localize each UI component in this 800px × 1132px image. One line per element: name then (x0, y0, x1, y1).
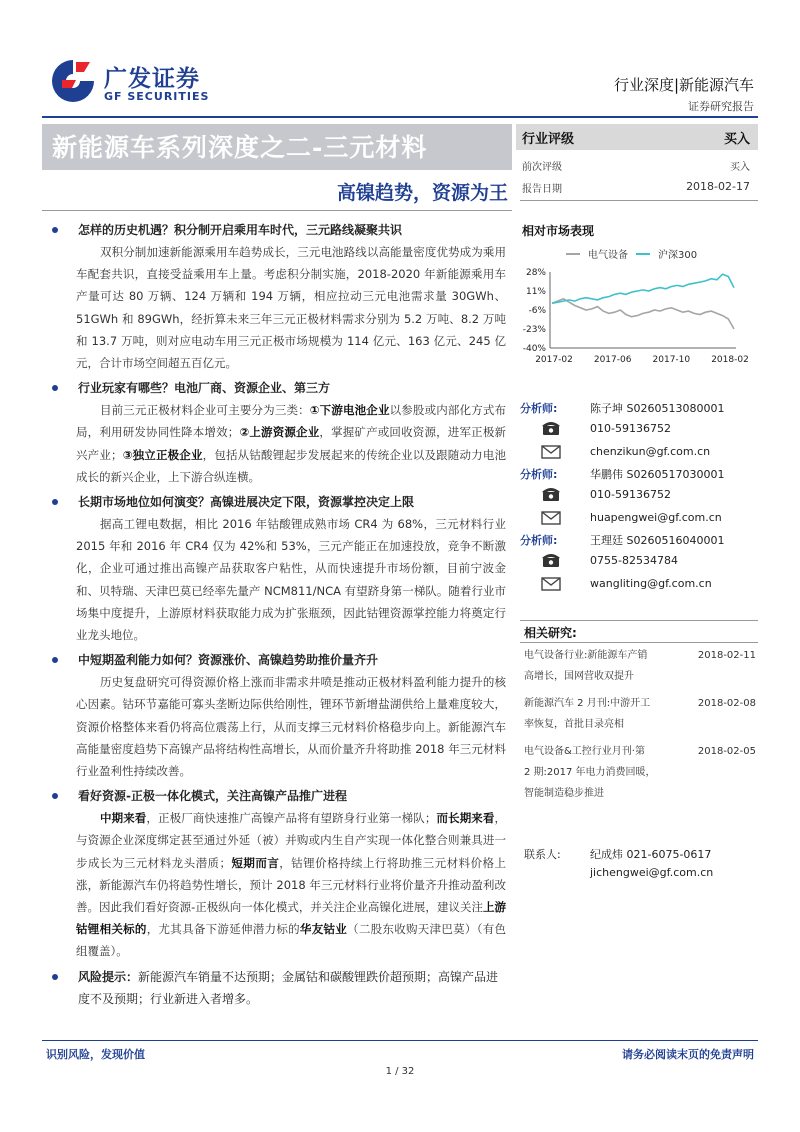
related-item-date: 2018-02-11 (697, 650, 756, 661)
page-number: 1 / 32 (385, 1066, 415, 1077)
legend-swatch-hs300 (636, 253, 650, 255)
related-item-date: 2018-02-08 (697, 698, 756, 709)
market-title: 相对市场表现 (522, 224, 595, 238)
title-divider (42, 210, 512, 211)
para-model-a: 中期来看 (100, 811, 147, 826)
mail-icon (540, 576, 562, 592)
risk-label: 风险提示： (78, 969, 139, 984)
x-tick-label: 2017-10 (652, 355, 691, 365)
para-profit: 历史复盘研究可得资源价格上涨而非需求井喷是推动正极材料盈利能力提升的核心因素。钴环节嘉能可寡头垄断边际供给刚性，锂环节新增盐湖供给上量难度较大，资源价格整体来看仍将高位震荡上行，从而支撑三元材料价格稳步向上。新能源汽车高能量密度趋势下高镍产品将结构性高增长，从而价量齐升将助推 2018 年三元材料行业盈利性持续改善。 (76, 675, 506, 779)
contact-name-phone: 纪成炜 021-6075-0617 (590, 848, 712, 861)
y-tick-label: -23% (522, 325, 546, 335)
para-players-b: ①下游电池企业 (309, 403, 390, 418)
analyst-email[interactable]: huapengwei@gf.com.cn (590, 511, 722, 524)
para-model-f: ，钴锂价格持续上行将助推三元材料价格上涨，新能源汽车仍将趋势性增长，预计 2018 年三元材料行业将价量齐升推动盈利改善。因此我们看好资源-正极纵向一体化模式，并关注企业高镍化进展，建议关注 (76, 855, 507, 915)
related-divider-top (520, 620, 758, 621)
para-players-e: ，掌握矿产或回收资源，进军正极新兴产业； (76, 425, 506, 462)
legend-electric: 电气设备 (588, 250, 628, 261)
analyst-phone: 010-59136752 (590, 488, 671, 501)
prev-rating-value: 买入 (730, 162, 750, 173)
y-tick-label: -6% (528, 306, 546, 316)
prev-rating-label: 前次评级 (522, 162, 562, 173)
bullet-history: 怎样的历史机遇？积分制开启乘用车时代，三元路线凝聚共识 (52, 219, 506, 241)
para-players-a: 目前三元正极材料企业可主要分为三类： (100, 403, 310, 418)
related-item-date: 2018-02-05 (697, 746, 756, 757)
para-model-j: （二股东收购天津巴莫）（有色组覆盖）。 (76, 922, 507, 959)
para-model-h: ，尤其具备下游延伸潜力标的 (146, 922, 300, 937)
related-item-text: 率恢复，首批目录亮相 (524, 719, 624, 730)
bullet-position: 长期市场地位如何演变？高镍进展决定下限，资源掌控决定上限 (52, 491, 506, 513)
para-position: 据高工锂电数据，相比 2016 年钴酸锂成熟市场 CR4 为 68%，三元材料行业 2015 年和 2016 年 CR4 仅为 42%和 53%，三元产能正在加速投放，竞争不断激化，企业可通过推出高镍产品获取客户粘性，从而快速提升市场份额，目前宁波金和、贝特瑞、天津巴莫已经率先量产 NCM811/NCA 有望跻身第一梯队。随着行业市场集中度提升，上游原材料获取能力成为扩张瓶颈，因此钴锂资源掌控能力将奠定行业龙头地位。 (76, 517, 506, 643)
para-players-f: ③独立正极企业 (122, 447, 203, 462)
legend-swatch-electric (566, 253, 580, 255)
analyst-name: 王理廷 S0260516040001 (590, 534, 725, 547)
bullet-model: 看好资源-正极一体化模式，关注高镍产品推广进程 (52, 785, 506, 807)
legend-hs300: 沪深300 (658, 250, 698, 261)
para-history: 双积分制加速新能源乘用车趋势成长，三元电池路线以高能量密度优势成为乘用车配套共识，直接受益乘用车上量。考虑积分制实施，2018-2020 年新能源乘用车产量可达 80 万辆、124 万辆和 194 万辆，相应拉动三元电池需求量 30GWh、51GWh 和 89GWh，经折算未来三年三元正极材料需求分别为 5.2 万吨、8.2 万吨和 13.7 万吨，则对应电动车用三元正极市场规模为 114 亿元、163 亿元、245 亿元，合计市场空间超五百亿元。 (76, 245, 506, 371)
x-tick-label: 2018-02 (711, 355, 749, 365)
y-tick-label: 11% (525, 287, 546, 297)
rating-label: 行业评级 (522, 132, 575, 147)
para-model-e: 短期而言 (230, 855, 280, 870)
footer-disclaimer: 请务必阅读末页的免责声明 (622, 1048, 754, 1061)
contact-label: 联系人: (524, 848, 561, 861)
gf-logo-icon (50, 58, 96, 104)
footer-divider (42, 1040, 758, 1041)
related-item-text: 高增长，国网营收双提升 (524, 671, 634, 682)
analyst-name: 华鹏伟 S0260517030001 (590, 468, 725, 481)
contact-email[interactable]: jichengwei@gf.com.cn (590, 866, 714, 879)
bullet-profit: 中短期盈利能力如何？资源涨价、高镍趋势助推价量齐升 (52, 649, 506, 671)
header-divider (42, 116, 758, 118)
logo-text-en: GF SECURITIES (104, 90, 210, 103)
analyst-label: 分析师: (520, 534, 558, 547)
analyst-name: 陈子坤 S0260513080001 (590, 402, 725, 415)
para-players (52, 399, 506, 488)
related-item-text: 电气设备行业:新能源车产销 (524, 650, 648, 661)
mail-icon (540, 510, 562, 526)
bullet-players: 行业玩家有哪些？电池厂商、资源企业、第三方 (52, 377, 506, 399)
report-date-value: 2018-02-17 (686, 180, 750, 193)
para-model-g: 上游钴锂相关标的 (76, 900, 506, 937)
bullet-risk (52, 966, 506, 1010)
chart-legend (566, 246, 697, 261)
related-divider (520, 642, 758, 643)
para-model (52, 807, 506, 962)
x-tick-label: 2017-06 (593, 355, 632, 365)
risk-text: 新能源汽车销量不达预期；金属钴和碳酸锂跌价超预期；高镍产品进度不及预期；行业新进入者增多。 (78, 969, 499, 1006)
related-item-text: 电气设备&工控行业月刊·第 (524, 746, 645, 757)
body-column (52, 216, 506, 1010)
rating-value: 买入 (723, 132, 750, 147)
logo-text-cn: 广发证券 (104, 66, 200, 92)
footer-slogan: 识别风险，发现价值 (46, 1048, 145, 1061)
y-tick-label: 28% (525, 268, 546, 278)
analyst-email[interactable]: wangliting@gf.com.cn (590, 577, 712, 590)
analyst-label: 分析师: (520, 402, 558, 415)
report-type: 证券研究报告 (688, 100, 754, 113)
analyst-label: 分析师: (520, 468, 558, 481)
related-item-text: 智能制造稳步推进 (524, 788, 604, 799)
para-model-i: 华友钴业 (299, 922, 348, 937)
phone-icon (540, 552, 562, 568)
report-date-label: 报告日期 (522, 184, 562, 195)
analyst-phone: 010-59136752 (590, 422, 671, 435)
market-chart (516, 262, 760, 372)
related-item-text: 新能源汽车 2 月刊:中游开工 (524, 698, 651, 709)
related-item-text: 2 期:2017 年电力消费回暖， (524, 767, 656, 778)
page-subtitle: 高镍趋势，资源为王 (336, 182, 508, 204)
page-title: 新能源车系列深度之二-三元材料 (52, 133, 428, 162)
mail-icon (540, 444, 562, 460)
report-category: 行业深度|新能源汽车 (613, 76, 754, 94)
series-line-electric (552, 299, 734, 329)
y-tick-label: -40% (522, 344, 546, 354)
phone-icon (540, 420, 562, 436)
para-model-d: ，与资源企业深度绑定甚至通过外延（被）并购或内生自产实现一体化整合则兼具进一步成长为三元材料龙头潜质； (76, 811, 507, 870)
para-players-d: ②上游资源企业 (239, 425, 320, 440)
para-players-c: 以参股或内部化方式布局，利用研发协同性降本增效； (76, 403, 506, 440)
series-line-hs300 (552, 274, 734, 303)
x-tick-label: 2017-02 (535, 355, 573, 365)
rating-divider (520, 200, 758, 201)
para-model-b: ，正极厂商快速推广高镍产品将有望跻身行业第一梯队； (146, 811, 437, 826)
related-title: 相关研究: (524, 626, 577, 640)
analyst-phone: 0755-82534784 (590, 554, 678, 567)
phone-icon (540, 486, 562, 502)
analyst-email[interactable]: chenzikun@gf.com.cn (590, 445, 711, 458)
para-players-g: ，包括从钴酸锂起步发展起来的传统企业以及跟随动力电池成长的新兴企业，上下游合纵连横。 (76, 447, 506, 484)
para-model-c: 而长期来看 (436, 811, 495, 826)
